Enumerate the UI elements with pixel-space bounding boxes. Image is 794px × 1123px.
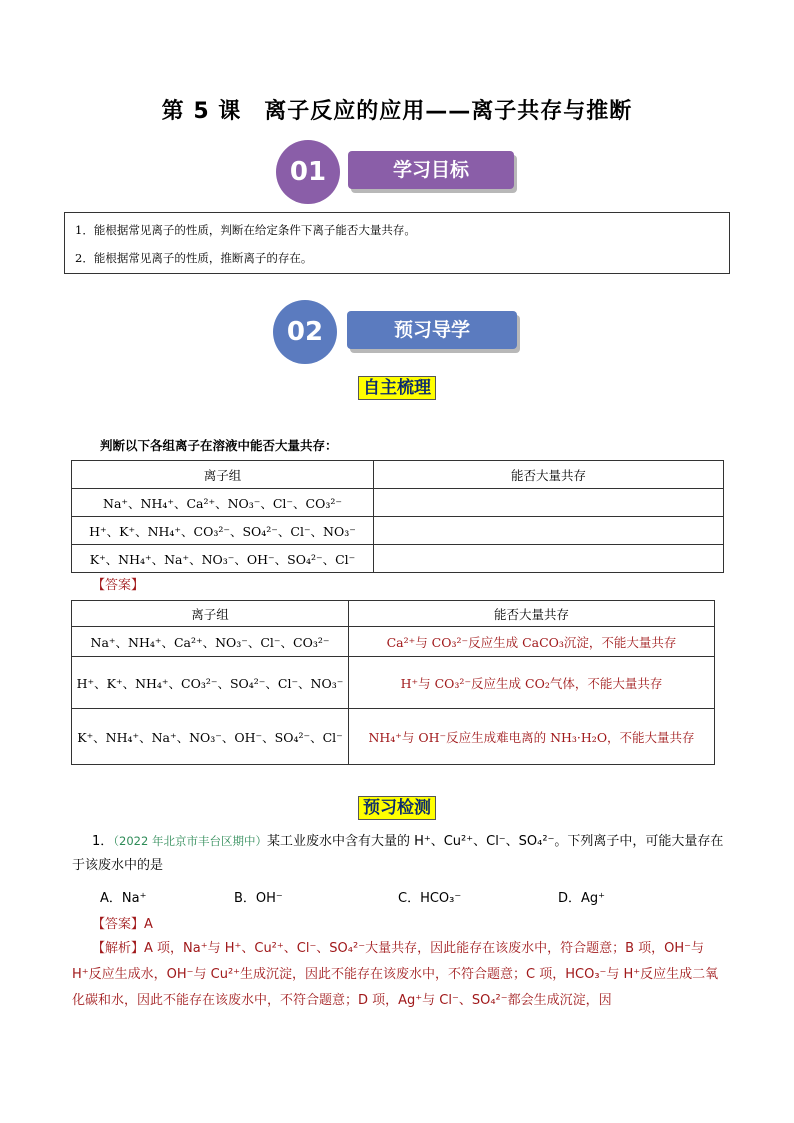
option-c: C．HCO₃⁻ [398,891,462,906]
section-label: 学习目标 [348,151,514,189]
subheading-preview-check: 预习检测 [358,796,436,820]
ion-table-answer [71,600,715,765]
question-number: 1． [92,834,114,849]
goal-item: 2．能根据常见离子的性质，推断离子的存在。 [75,251,313,265]
table-header: 能否大量共存 [349,601,715,627]
option-b: B．OH⁻ [234,891,283,906]
question-1 [72,829,732,878]
table-header: 离子组 [72,461,374,489]
answer-cell [374,517,724,545]
table-header: 能否大量共存 [374,461,724,489]
learning-goals-box [64,212,730,274]
section-label: 预习导学 [347,311,517,349]
answer-cell: H⁺与 CO₃²⁻反应生成 CO₂气体，不能大量共存 [349,657,715,709]
subheading-self-review: 自主梳理 [358,376,436,400]
question-lead: 判断以下各组离子在溶液中能否大量共存： [100,438,338,453]
table-header: 离子组 [72,601,349,627]
section-number: 02 [273,300,337,364]
question-source: （2022 年北京市丰台区期中） [113,834,267,848]
option-a: A．Na⁺ [100,891,147,906]
ion-group-cell: K⁺、NH₄⁺、Na⁺、NO₃⁻、OH⁻、SO₄²⁻、Cl⁻ [72,545,374,573]
ion-group-cell: H⁺、K⁺、NH₄⁺、CO₃²⁻、SO₄²⁻、Cl⁻、NO₃⁻ [72,657,349,709]
answer-cell: Ca²⁺与 CO₃²⁻反应生成 CaCO₃沉淀，不能大量共存 [349,627,715,657]
page-title: 第 5 课 离子反应的应用——离子共存与推断 [161,99,633,124]
answer-cell: NH₄⁺与 OH⁻反应生成难电离的 NH₃·H₂O，不能大量共存 [349,709,715,765]
answer-cell [374,545,724,573]
answer-label: 【答案】 [92,578,145,593]
section-badge-preview [273,300,521,364]
ion-table-blank [71,460,724,573]
answer-cell [374,489,724,517]
option-d: D．Ag⁺ [558,891,606,906]
ion-group-cell: K⁺、NH₄⁺、Na⁺、NO₃⁻、OH⁻、SO₄²⁻、Cl⁻ [72,709,349,765]
analysis-label: 【解析】 [92,941,145,956]
q1-analysis [72,936,724,1014]
analysis-text: A 项，Na⁺与 H⁺、Cu²⁺、Cl⁻、SO₄²⁻大量共存，因此能存在该废水中，符合题意；B 项，OH⁻与 H⁺反应生成水，OH⁻与 Cu²⁺生成沉淀，因此不能存在该废水中，不符合题意；C 项，HCO₃⁻与 H⁺反应生成二氧化碳和水，因此不能存在该废水中，不符合题意；D 项，Ag⁺与 Cl⁻、SO₄²⁻都会生成沉淀，因 [72,941,719,1008]
answer-label: 【答案】 [92,917,145,932]
section-badge-goals [276,140,521,204]
question-stem: 某工业废水中含有大量的 H⁺、Cu²⁺、Cl⁻、SO₄²⁻。下列离子中，可能大量存在于该废水中的是 [72,834,724,873]
ion-group-cell: Na⁺、NH₄⁺、Ca²⁺、NO₃⁻、Cl⁻、CO₃²⁻ [72,489,374,517]
section-number: 01 [276,140,340,204]
answer-value: A [144,917,153,932]
goal-item: 1．能根据常见离子的性质，判断在给定条件下离子能否大量共存。 [75,223,416,237]
q1-answer [92,913,153,932]
ion-group-cell: Na⁺、NH₄⁺、Ca²⁺、NO₃⁻、Cl⁻、CO₃²⁻ [72,627,349,657]
ion-group-cell: H⁺、K⁺、NH₄⁺、CO₃²⁻、SO₄²⁻、Cl⁻、NO₃⁻ [72,517,374,545]
